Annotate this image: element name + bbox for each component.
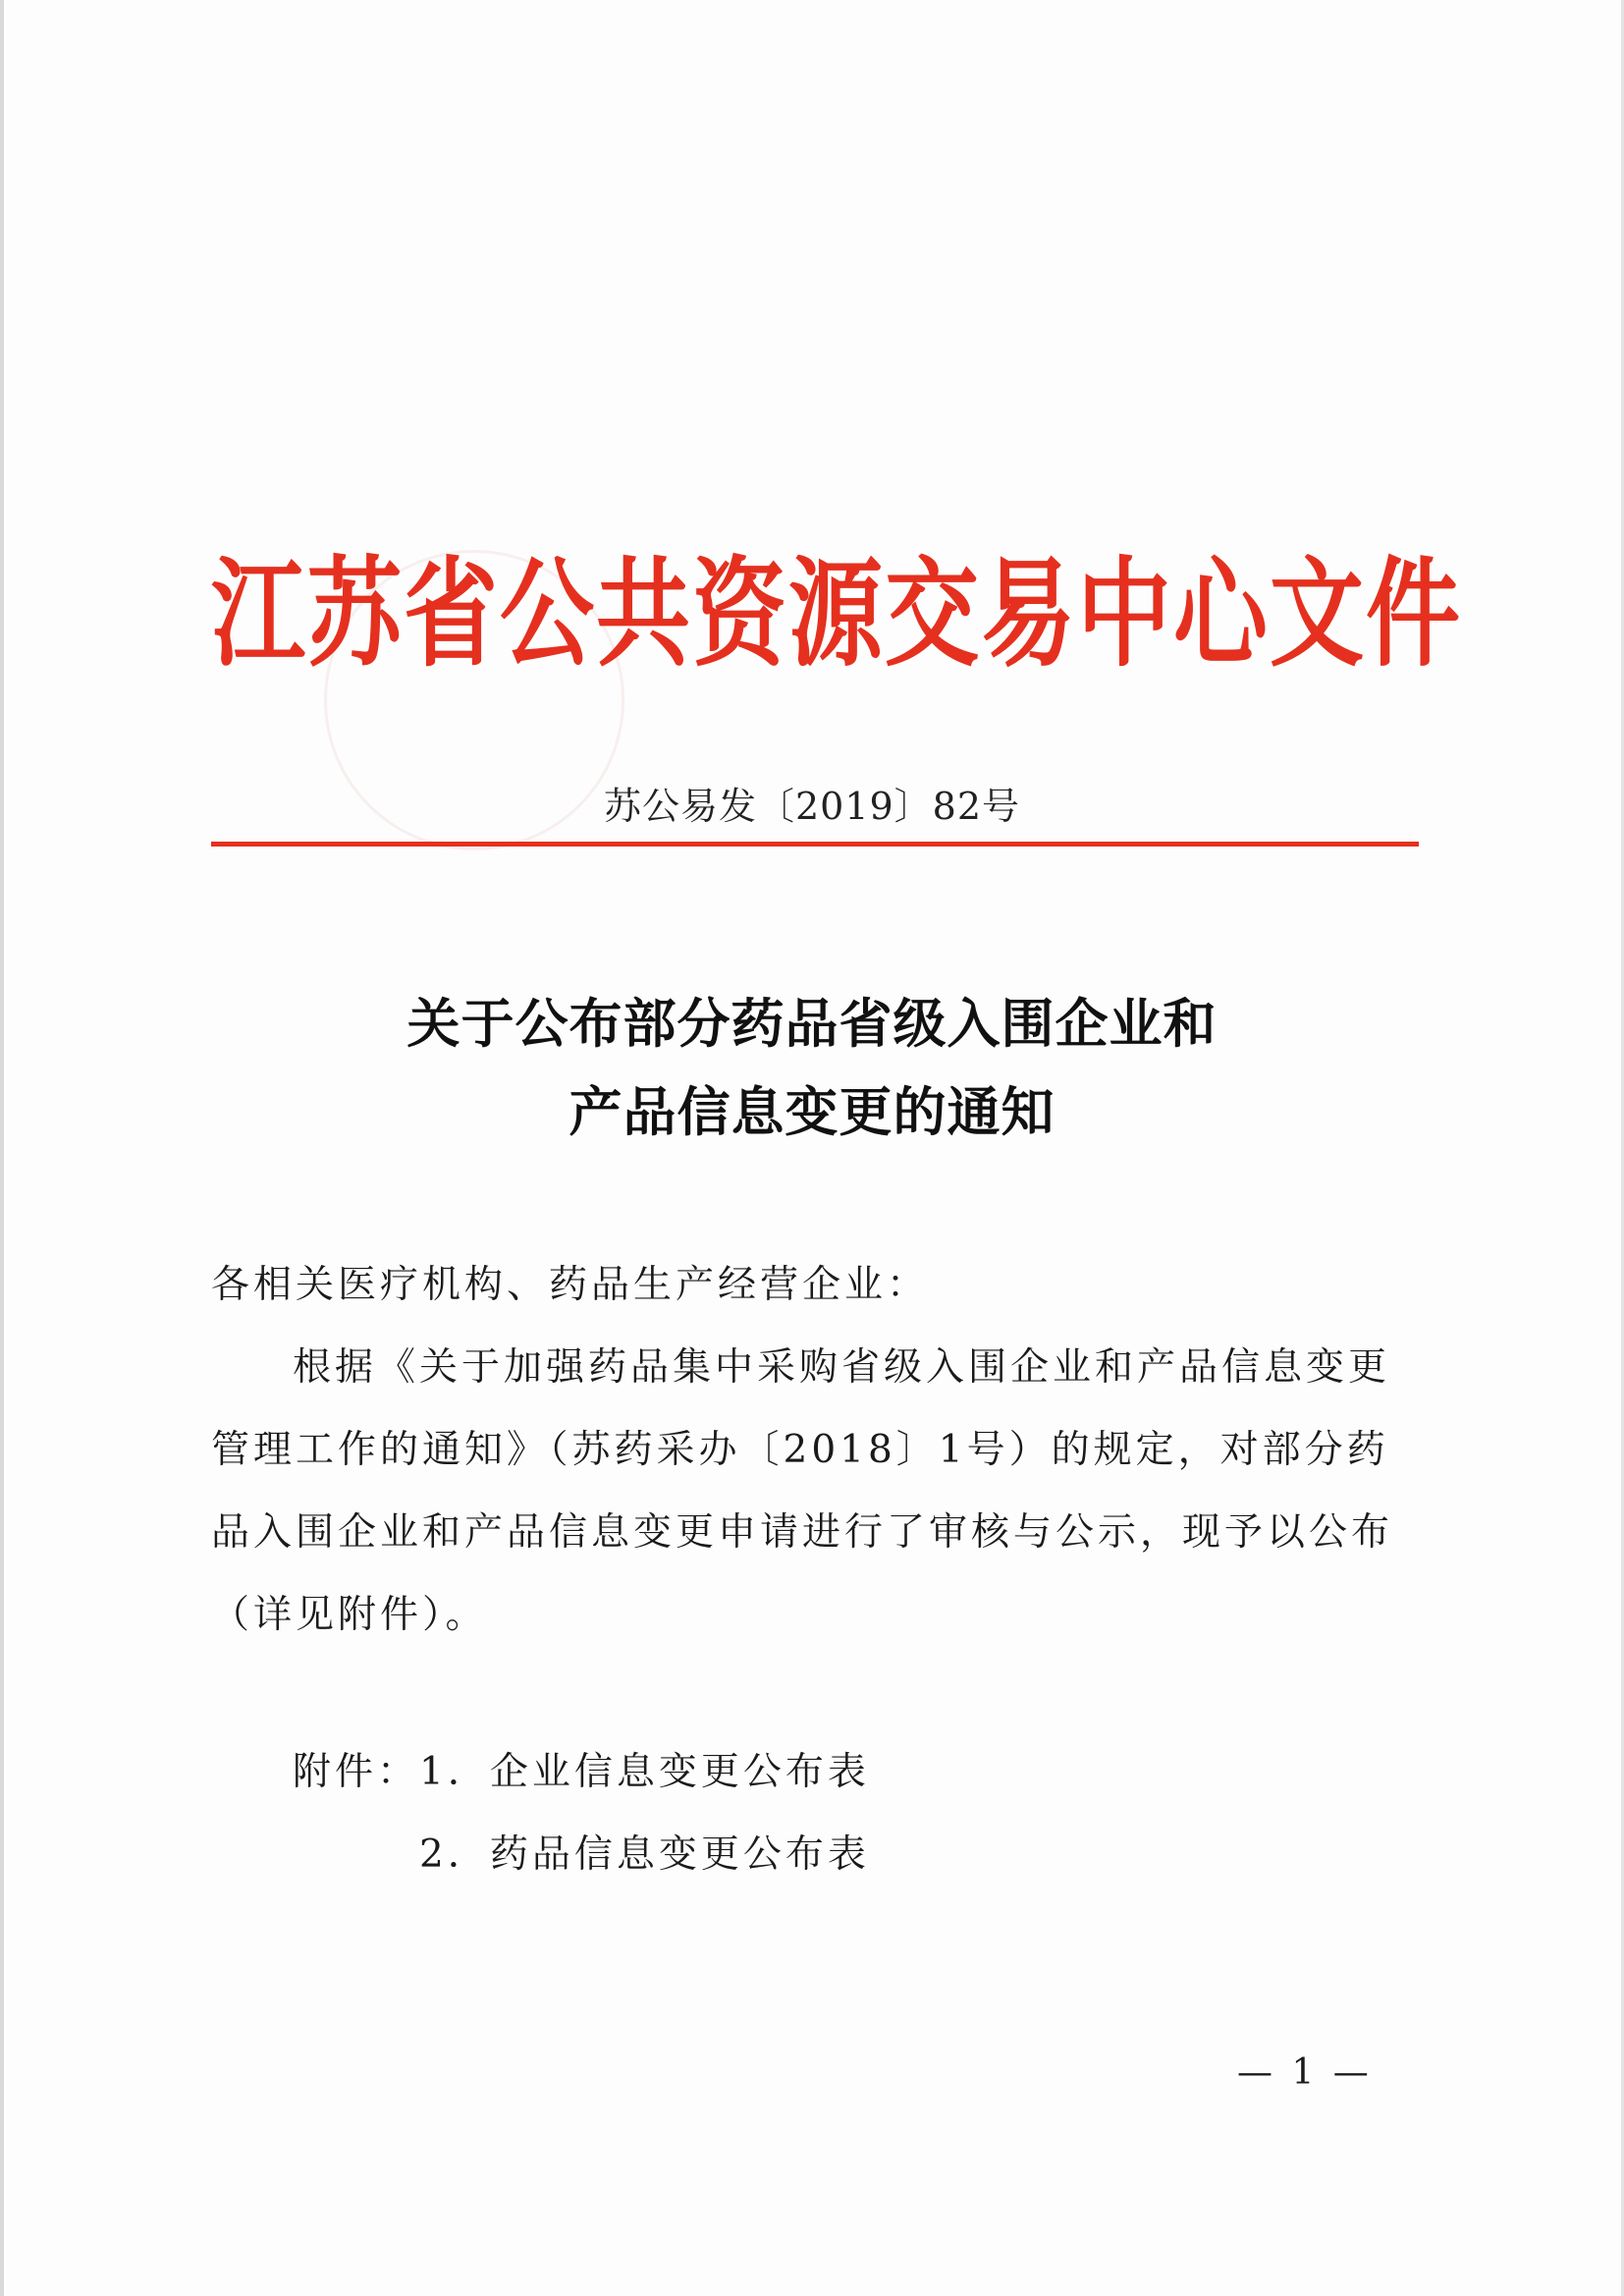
attachment-item-2: 2．药品信息变更公布表: [419, 1832, 870, 1877]
red-divider-line: [211, 842, 1419, 847]
salutation: 各相关医疗机构、药品生产经营企业：: [211, 1263, 930, 1307]
paragraph-line-4: （详见附件）。: [211, 1593, 488, 1637]
document-header-title: 江苏省公共资源交易中心文件: [211, 545, 1462, 683]
paragraph-line-2: 管理工作的通知》（苏药采办〔2018〕1号）的规定，对部分药: [211, 1428, 1389, 1472]
notice-title-line-2: 产品信息变更的通知: [568, 1080, 1056, 1143]
paragraph-line-3: 品入围企业和产品信息变更申请进行了审核与公示，现予以公布: [211, 1510, 1394, 1555]
paragraph-line-1: 根据《关于加强药品集中采购省级入围企业和产品信息变更: [293, 1345, 1391, 1390]
document-number: 苏公易发〔2019〕82号: [603, 785, 1021, 828]
scan-edge-left: [0, 0, 4, 2296]
page-number: — 1 —: [1237, 2052, 1373, 2093]
attachment-item-1: 1．企业信息变更公布表: [419, 1750, 870, 1794]
attachments-label: 附件：: [293, 1750, 420, 1794]
notice-title-line-1: 关于公布部分药品省级入围企业和: [406, 992, 1218, 1055]
